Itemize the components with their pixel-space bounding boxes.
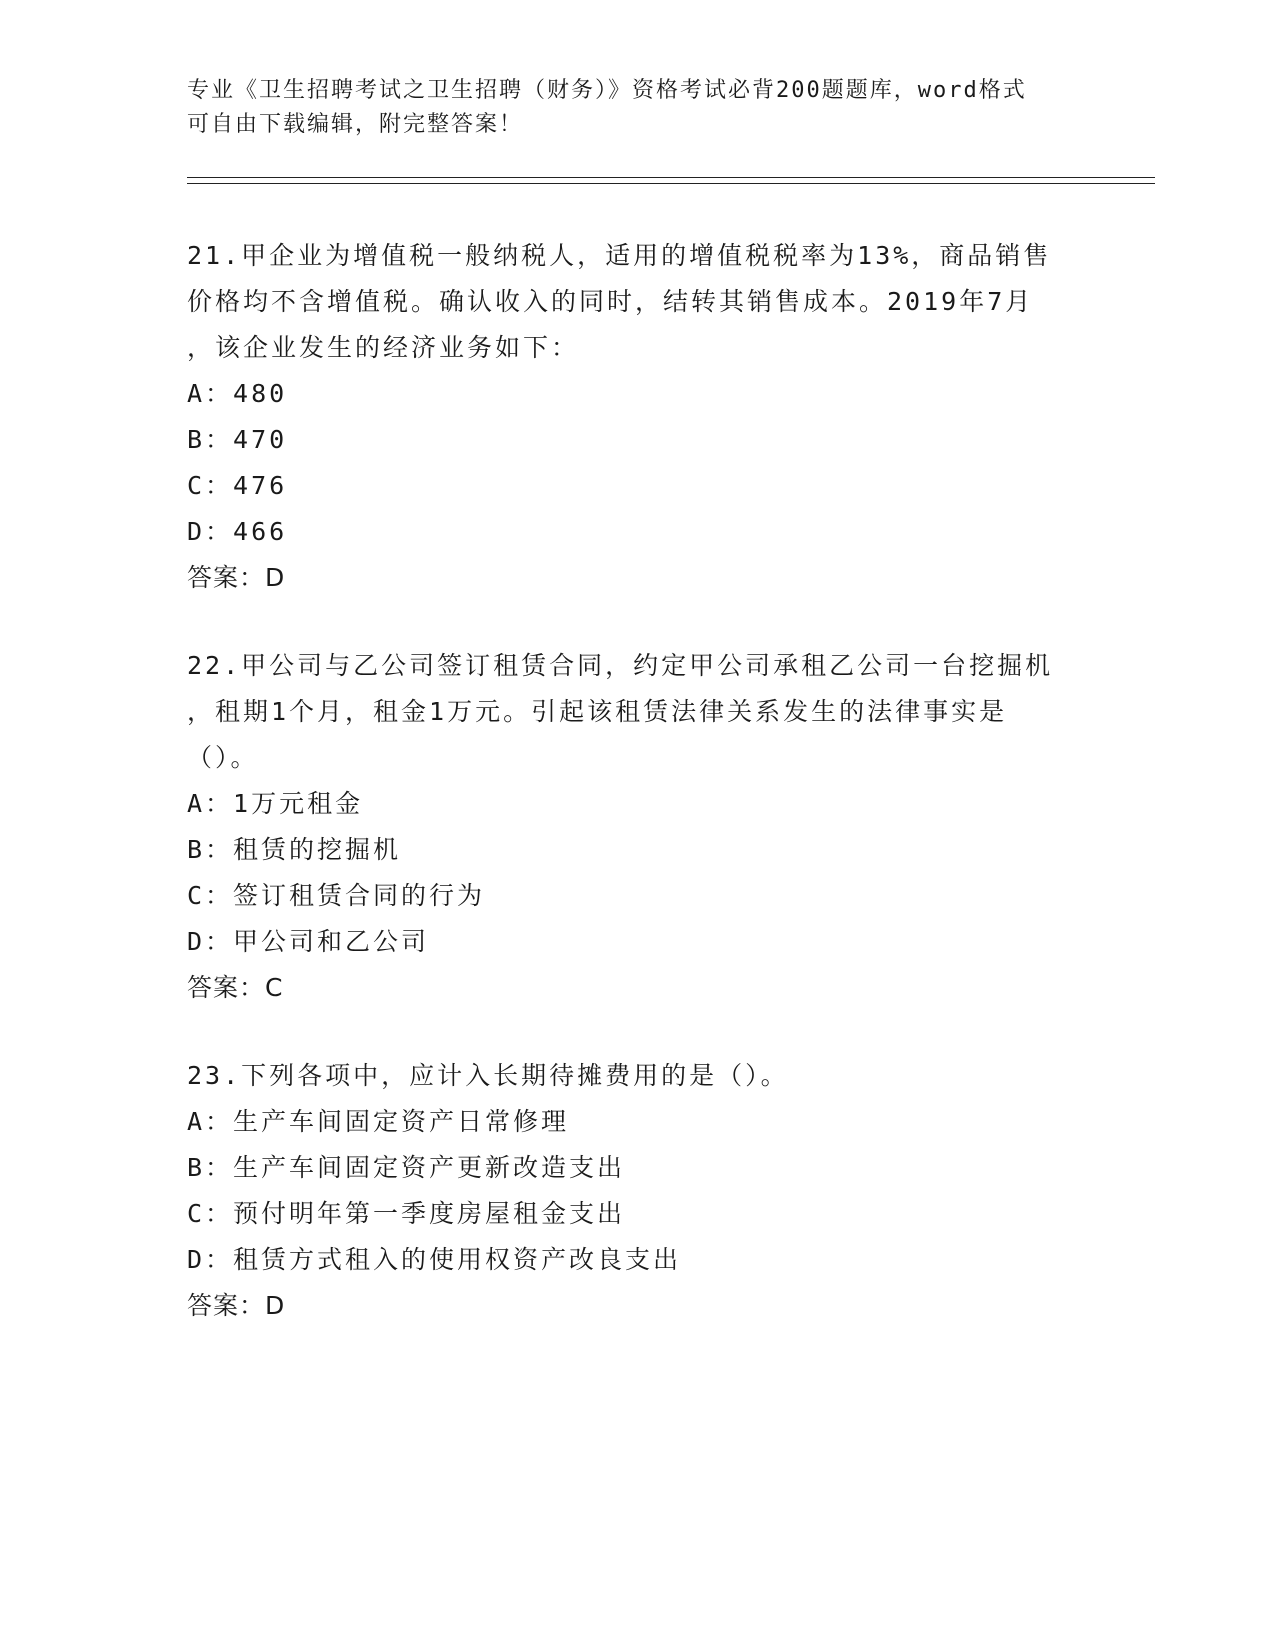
question-22: [187, 643, 1087, 1011]
option-a: A：生产车间固定资产日常修理: [187, 1107, 570, 1136]
header-divider-bottom: [187, 183, 1155, 184]
header-line-2: 可自由下载编辑，附完整答案！: [187, 112, 524, 137]
option-d: D：租赁方式租入的使用权资产改良支出: [187, 1245, 682, 1274]
option-d: D：甲公司和乙公司: [187, 927, 430, 956]
option-d: D：466: [187, 517, 288, 546]
option-c: C：476: [187, 471, 288, 500]
option-b: B：生产车间固定资产更新改造支出: [187, 1153, 626, 1182]
option-b: B：470: [187, 425, 288, 454]
option-a: A：480: [187, 379, 288, 408]
question-stem-line: 价格均不含增值税。确认收入的同时，结转其销售成本。2019年7月: [187, 287, 1034, 316]
answer-line: 答案：D: [187, 563, 286, 592]
question-stem-line: 21.甲企业为增值税一般纳税人，适用的增值税税率为13%，商品销售: [187, 241, 1052, 270]
option-c: C：签订租赁合同的行为: [187, 881, 486, 910]
header-divider-top: [187, 177, 1155, 178]
question-21: [187, 233, 1087, 601]
answer-line: 答案：D: [187, 1291, 286, 1320]
question-stem-line: 22.甲公司与乙公司签订租赁合同，约定甲公司承租乙公司一台挖掘机: [187, 651, 1054, 680]
question-stem-line: ，该企业发生的经济业务如下：: [187, 333, 580, 362]
question-23: [187, 1053, 1087, 1329]
question-stem-line: ，租期1个月，租金1万元。引起该租赁法律关系发生的法律事实是: [187, 697, 1008, 726]
document-header: [187, 74, 1067, 142]
answer-line: 答案：C: [187, 973, 284, 1002]
question-stem-line: （）。: [187, 743, 259, 772]
option-c: C：预付明年第一季度房屋租金支出: [187, 1199, 626, 1228]
question-stem-line: 23.下列各项中，应计入长期待摊费用的是（）。: [187, 1061, 789, 1090]
option-a: A：1万元租金: [187, 789, 364, 818]
header-line-1: 专业《卫生招聘考试之卫生招聘（财务）》资格考试必背200题题库，word格式: [187, 78, 1027, 103]
option-b: B：租赁的挖掘机: [187, 835, 402, 864]
